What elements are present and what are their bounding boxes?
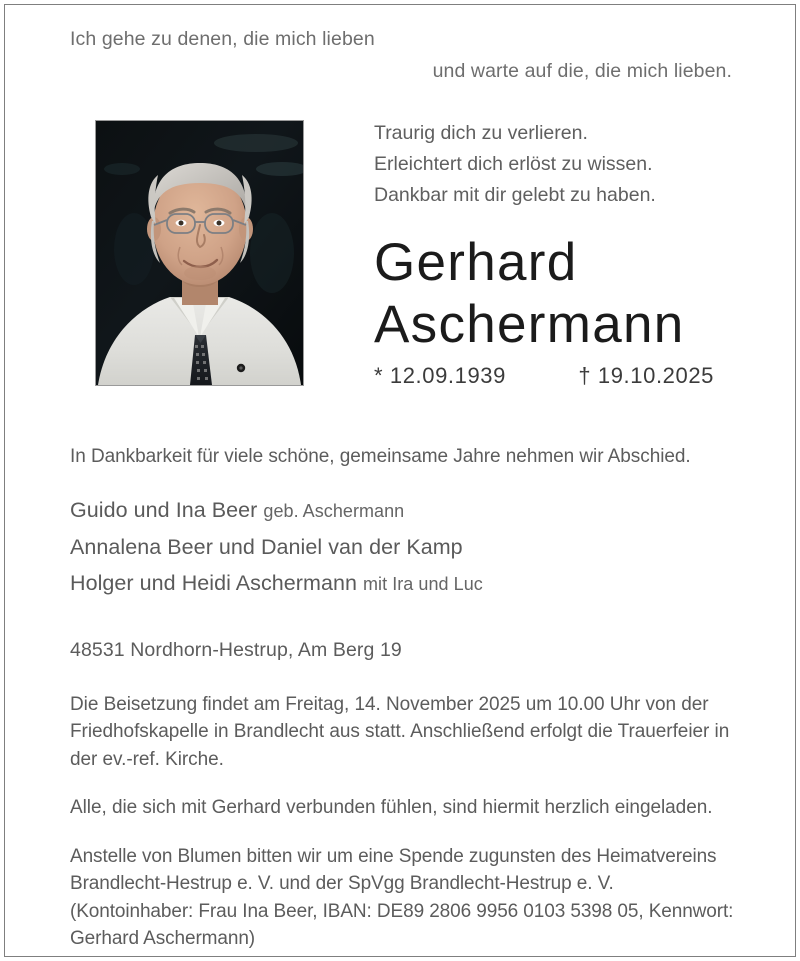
donation-request <box>70 843 734 953</box>
epitaph-line-3: Dankbar mit dir gelebt zu haben. <box>374 184 656 206</box>
mourners-list <box>70 493 734 603</box>
portrait-photo <box>96 121 303 385</box>
deceased-last-name: Aschermann <box>374 295 685 354</box>
funeral-details: Die Beisetzung findet am Freitag, 14. November 2025 um 10.00 Uhr von der Friedhofskapelle in Brandlecht aus statt. Anschließend erfolgt die Trauerfeier in der ev.-ref. Kirche. <box>70 693 730 770</box>
family-address: 48531 Nordhorn-Hestrup, Am Berg 19 <box>70 638 402 661</box>
mourner-line <box>70 493 734 530</box>
deceased-name <box>374 232 742 356</box>
opening-verse <box>70 28 732 83</box>
mourner-names: Holger und Heidi Aschermann <box>70 571 364 595</box>
donation-text: Anstelle von Blumen bitten wir um eine Spende zugunsten des Heimatvereins Brandlecht-Hestrup e. V. und der SpVgg Brandlecht-Hestrup e. V. <box>70 845 717 894</box>
mourner-names: Guido und Ina Beer <box>70 498 264 522</box>
epitaph-line-1: Traurig dich zu verlieren. <box>374 122 588 144</box>
life-dates <box>374 363 714 389</box>
mourner-suffix: geb. Aschermann <box>263 501 405 521</box>
mourner-suffix: mit Ira und Luc <box>363 574 483 594</box>
epitaph-line-2: Erleichtert dich erlöst zu wissen. <box>374 153 653 175</box>
verse-line-1: Ich gehe zu denen, die mich lieben <box>70 28 375 50</box>
deceased-first-name: Gerhard <box>374 233 578 292</box>
birth-date: * 12.09.1939 <box>374 363 506 388</box>
donation-account-details: (Kontoinhaber: Frau Ina Beer, IBAN: DE89 2806 9956 0103 5398 05, Kennwort: Gerhard Aschermann) <box>70 900 734 949</box>
farewell-intro: In Dankbarkeit für viele schöne, gemeinsame Jahre nehmen wir Abschied. <box>70 446 691 467</box>
mourner-line <box>70 566 734 603</box>
mourner-line <box>70 530 734 567</box>
death-date: † 19.10.2025 <box>578 363 714 388</box>
epitaph <box>374 118 734 211</box>
verse-line-2: und warte auf die, die mich lieben. <box>432 60 732 82</box>
mourner-names: Annalena Beer und Daniel van der Kamp <box>70 534 463 559</box>
notice-body <box>70 443 734 953</box>
invitation-text: Alle, die sich mit Gerhard verbunden fühlen, sind hiermit herzlich eingeladen. <box>70 797 713 818</box>
